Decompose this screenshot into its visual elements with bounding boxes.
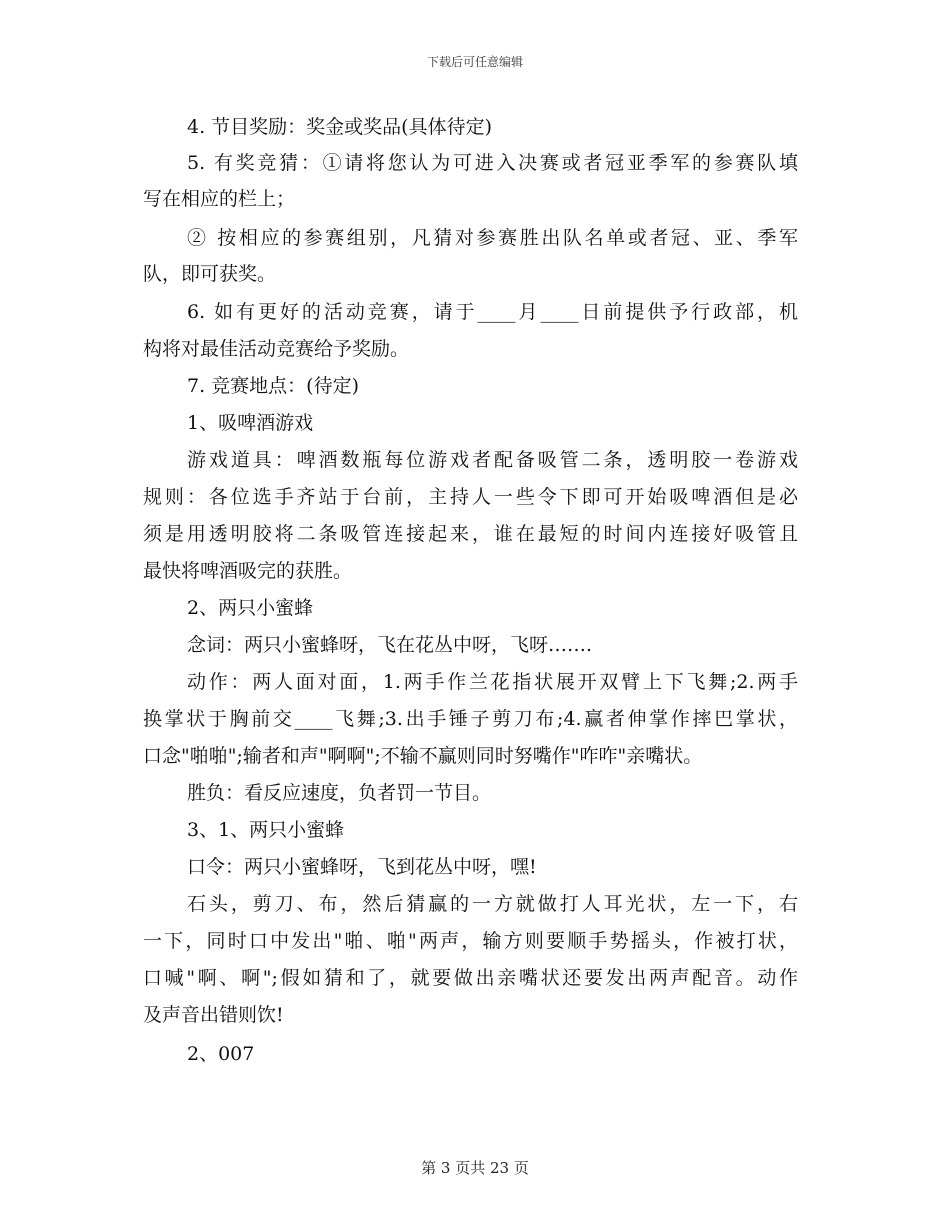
- paragraph-line: 胜负：看反应速度，负者罚一节目。: [187, 782, 492, 804]
- section-heading: 2、两只小蜜蜂: [187, 597, 314, 619]
- section-heading: 3、1、两只小蜜蜂: [187, 819, 345, 841]
- paragraph-line: 5. 有奖竞猜：①请将您认为可进入决赛或者冠亚季军的参赛队填: [187, 152, 798, 174]
- paragraph-line: 队，即可获奖。: [143, 263, 277, 285]
- paragraph-line: 最快将啤酒吸完的获胜。: [143, 560, 353, 582]
- paragraph-line: 换掌状于胸前交____飞舞;3.出手锤子剪刀布;4.赢者伸掌作摔巴掌状，: [143, 708, 798, 730]
- paragraph-line: 动作：两人面对面，1.两手作兰花指状展开双臂上下飞舞;2.两手: [187, 671, 798, 693]
- paragraph-line: 须是用透明胶将二条吸管连接起来，谁在最短的时间内连接好吸管且: [143, 523, 798, 545]
- paragraph-line: 规则：各位选手齐站于台前，主持人一些令下即可开始吸啤酒但是必: [143, 486, 798, 508]
- paragraph-line: 6. 如有更好的活动竞赛，请于____月____日前提供予行政部，机: [187, 301, 798, 323]
- paragraph-line: 构将对最佳活动竞赛给予奖励。: [143, 338, 410, 360]
- paragraph-line: 写在相应的栏上；: [143, 188, 296, 210]
- page-footer: 第 3 页共 23 页: [421, 1159, 529, 1177]
- section-heading: 2、007: [187, 1043, 255, 1065]
- section-heading: 1、吸啤酒游戏: [187, 412, 314, 434]
- paragraph-line: 石头，剪刀、布，然后猜赢的一方就做打人耳光状，左一下，右: [187, 893, 798, 915]
- paragraph-line: 口念"啪啪";输者和声"啊啊";不输不赢则同时努嘴作"咋咋"亲嘴状。: [143, 745, 703, 767]
- paragraph-line: 游戏道具：啤酒数瓶每位游戏者配备吸管二条，透明胶一卷游戏: [187, 449, 798, 471]
- paragraph-line: 4. 节目奖励：奖金或奖品(具体待定): [187, 116, 492, 138]
- paragraph-line: 一下，同时口中发出"啪、啪"两声，输方则要顺手势摇头，作被打状，: [143, 930, 798, 952]
- paragraph-line: 7. 竞赛地点：(待定): [187, 375, 359, 397]
- paragraph-line: 口令：两只小蜜蜂呀，飞到花丛中呀，嘿!: [187, 856, 537, 878]
- paragraph-line: ② 按相应的参赛组别，凡猜对参赛胜出队名单或者冠、亚、季军: [187, 227, 798, 249]
- paragraph-line: 念词：两只小蜜蜂呀，飞在花丛中呀，飞呀…….: [187, 634, 593, 656]
- page-header: 下载后可任意编辑: [426, 55, 523, 69]
- paragraph-line: 口喊"啊、啊";假如猜和了，就要做出亲嘴状还要发出两声配音。动作: [143, 967, 798, 989]
- paragraph-line: 及声音出错则饮!: [143, 1004, 284, 1026]
